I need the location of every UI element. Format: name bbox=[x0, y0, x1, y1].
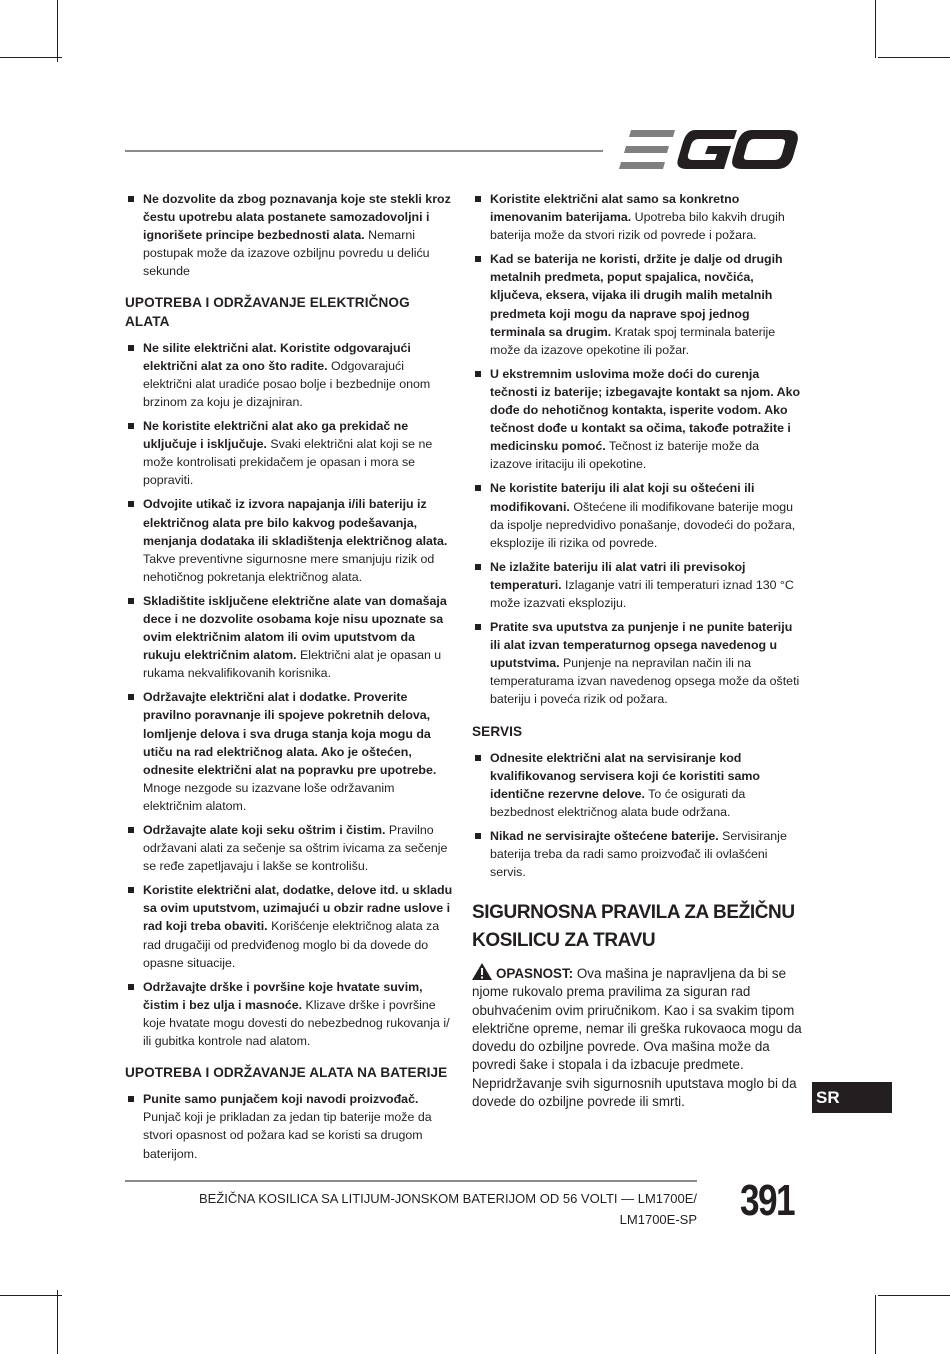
list-item: Ne koristite bateriju ili alat koji su oštećeni ili modifikovani. Oštećene ili modifikovane baterije mogu da ispolje nepredvidivo ponašanje, dovodeći do požara, eksplozije ili rizika od povrede. bbox=[472, 479, 802, 551]
list-item: Punite samo punjačem koji navodi proizvođač. Punjač koji je prikladan za jedan tip baterije može da stvori opasnost od požara kad se koristi sa drugom baterijom. bbox=[125, 1090, 455, 1162]
danger-paragraph: OPASNOST: Ova mašina je napravljena da bi se njome rukovalo prema pravilima za siguran rad obuhvaćenim ovim priručnikom. Kao i sa svakim tipom električne opreme, nemar ili greška rukovaoca mogu da dovedu do ozbiljne povrede. Ova mašina može da povredi šake i stopala i da izbacuje predmete. Nepridržavanje svih sigurnosnih uputstava moglo bi da dovede do ozbiljne povrede ili smrti. bbox=[472, 963, 802, 1111]
crop-mark bbox=[875, 0, 876, 58]
crop-mark bbox=[0, 1295, 62, 1296]
crop-mark bbox=[878, 57, 950, 58]
list-item: Koristite električni alat, dodatke, delove itd. u skladu sa ovim uputstvom, uzimajući u obzir radne uslove i rad koji treba obaviti. Korišćenje električnog alata za rad drugačiji od predviđenog moglo bi da dovede do opasne situacije. bbox=[125, 881, 455, 971]
crop-mark bbox=[0, 57, 62, 58]
footer-rule bbox=[125, 1180, 697, 1182]
list-item: Ne koristite električni alat ako ga prekidač ne uključuje i isključuje. Svaki električni alat koji se ne može kontrolisati prekidačem je opasan i mora se popraviti. bbox=[125, 417, 455, 489]
list-item: Odnesite električni alat na servisiranje kod kvalifikovanog servisera koji će koristiti samo identične rezervne delove. To će osigurati da bezbednost električnog alata bude održana. bbox=[472, 749, 802, 821]
list-item: Ne dozvolite da zbog poznavanja koje ste stekli kroz čestu upotrebu alata postanete samozadovoljni i ignorišete principe bezbednosti alata. Nemarni postupak može da izazove ozbiljnu povredu u deliću sekunde bbox=[125, 190, 455, 280]
crop-mark bbox=[57, 0, 58, 62]
warning-icon bbox=[472, 963, 492, 980]
ego-logo bbox=[617, 128, 801, 172]
crop-mark bbox=[875, 1295, 876, 1354]
section-heading: UPOTREBA I ODRŽAVANJE ALATA NA BATERIJE bbox=[125, 1065, 448, 1081]
footer-text bbox=[125, 1188, 697, 1230]
list-item: Održavajte električni alat i dodatke. Proverite pravilno poravnanje ili spojeve pokretnih delova, lomljenje delova i sva druga stanja koja mogu da utiču na rad električnog alata. Ako je oštećen, odnesite električni alat na popravku pre upotrebe. Mnoge nezgode su izazvane loše održavanim električnim alatom. bbox=[125, 688, 455, 815]
language-tab: SR bbox=[812, 1082, 892, 1113]
crop-mark bbox=[57, 1290, 58, 1354]
list-item: Odvojite utikač iz izvora napajanja i/ili bateriju iz električnog alata pre bilo kakvog podešavanja, menjanja dodataka ili skladištenja električnog alata. Takve preventivne sigurnosne mere smanjuju rizik od nehotičnog pokretanja električnog alata. bbox=[125, 495, 455, 585]
right-column bbox=[472, 190, 802, 1111]
list-item: Skladištite isključene električne alate van domašaja dece i ne dozvolite osobama koje nisu upoznate sa ovim električnim alatom ili ovim uputstvom da rukuju električnim alatom. Električni alat je opasan u rukama nekvalifikovanih korisnika. bbox=[125, 592, 455, 682]
page-title: SIGURNOSNA PRAVILA ZA BEŽIČNU KOSILICU ZA TRAVU bbox=[472, 902, 795, 952]
section-heading: SERVIS bbox=[472, 723, 523, 739]
footer-line: LM1700E-SP bbox=[619, 1212, 697, 1227]
crop-mark bbox=[878, 1295, 950, 1296]
danger-label: OPASNOST: bbox=[496, 966, 574, 982]
list-item: Ne silite električni alat. Koristite odgovarajući električni alat za ono što radite. Odgovarajući električni alat uradiće posao bolje i bezbednije onom brzinom za koju je dizajniran. bbox=[125, 339, 455, 411]
header-rule bbox=[125, 150, 603, 152]
section-heading: UPOTREBA I ODRŽAVANJE ELEKTRIČNOG ALATA bbox=[125, 295, 410, 329]
list-item: Ne izlažite bateriju ili alat vatri ili previsokoj temperaturi. Izlaganje vatri ili temperaturi iznad 130 °C može izazvati eksploziju. bbox=[472, 558, 802, 612]
list-item: Kad se baterija ne koristi, držite je dalje od drugih metalnih predmeta, poput spajalica, novčića, ključeva, eksera, vijaka ili drugih malih metalnih predmeta koji mogu da naprave spoj jednog terminala sa drugim. Kratak spoj terminala baterije može da izazove opekotine ili požar. bbox=[472, 250, 802, 359]
list-item: Održavajte alate koji seku oštrim i čistim. Pravilno održavani alati za sečenje sa oštrim ivicama za sečenje se ređe zapetljavaju i lakše se kontrolišu. bbox=[125, 821, 455, 875]
left-column bbox=[125, 190, 455, 1169]
page-number: 391 bbox=[740, 1176, 794, 1225]
list-item: Pratite sva uputstva za punjenje i ne punite bateriju ili alat izvan temperaturnog opsega navedenog u uputstvima. Punjenje na nepravilan način ili na temperaturama izvan navedenog opsega može da ošteti bateriju i poveća rizik od požara. bbox=[472, 618, 802, 708]
list-item: Koristite električni alat samo sa konkretno imenovanim baterijama. Upotreba bilo kakvih drugih baterija može da stvori rizik od povrede i požara. bbox=[472, 190, 802, 244]
footer-line: BEŽIČNA KOSILICA SA LITIJUM-JONSKOM BATERIJOM OD 56 VOLTI — LM1700E/ bbox=[199, 1191, 697, 1206]
list-item: Održavajte drške i površine koje hvatate suvim, čistim i bez ulja i masnoće. Klizave drške i površine koje hvatate mogu dovesti do nebezbednog rukovanja i/ ili gubitka kontrole nad alatom. bbox=[125, 978, 455, 1050]
list-item: Nikad ne servisirajte oštećene baterije. Servisiranje baterija treba da radi samo proizvođač ili ovlašćeni servis. bbox=[472, 827, 802, 881]
list-item: U ekstremnim uslovima može doći do curenja tečnosti iz baterije; izbegavajte kontakt sa njom. Ako dođe do nehotičnog kontakta, isperite vodom. Ako tečnost dođe u kontakt sa očima, takođe potražite i medicinsku pomoć. Tečnost iz baterije može da izazove iritaciju ili opekotine. bbox=[472, 365, 802, 474]
